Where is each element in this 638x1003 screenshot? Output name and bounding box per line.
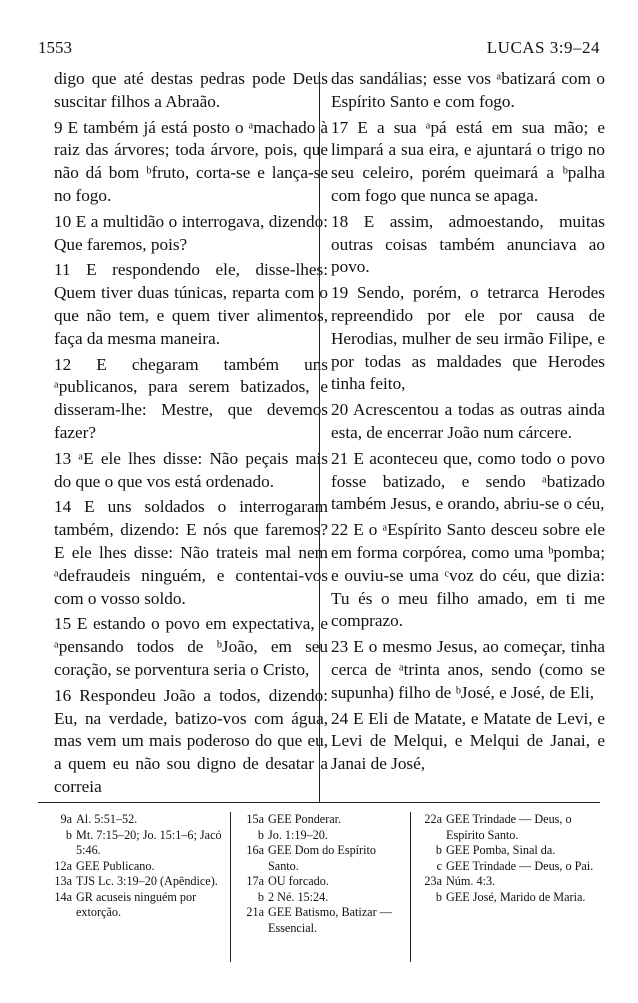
footnote-text: TJS Lc. 3:19–20 (Apêndice). [76, 874, 218, 888]
footnote-entry [416, 874, 596, 890]
chapter-reference: LUCAS 3:9–24 [486, 38, 600, 57]
footnote-text: Al. 5:51–52. [76, 812, 138, 826]
verse-paragraph: 23 E o mesmo Jesus, ao começar, tinha cerca de ᵃtrinta anos, sendo (como se supunha) filho de ᵇJosé, e José, de Eli, [331, 637, 605, 702]
footnote-key: b [65, 827, 72, 842]
footnote-text: OU forcado. [268, 874, 329, 888]
footnote-entry [238, 905, 406, 936]
verse-paragraph: 22 E o ᵃEspírito Santo desceu sobre ele em forma corpórea, como uma ᵇpomba; e ouviu-se uma ᶜvoz do céu, que dizia: Tu és o meu filho amado, em ti me comprazo. [331, 520, 605, 631]
verse-paragraph: 17 E a sua ᵃpá está em sua mão; e limpará a sua eira, e ajuntará o trigo no seu celeiro, porém queimará a ᵇpalha com fogo que nunca se apaga. [331, 117, 605, 205]
footnotes-column-1 [46, 812, 226, 921]
footnote-text: GEE Trindade — Deus, o Pai. [446, 858, 594, 873]
verse-paragraph: 16 Respondeu João a todos, dizendo: Eu, na verdade, batizo-vos com água, mas vem um mais poderoso do que eu, a quem eu não sou digno de desatar a correia [54, 685, 328, 796]
footnote-text: Jo. 1:19–20. [268, 827, 328, 842]
footnote-key: 21a [246, 905, 264, 919]
footnote-divider [410, 812, 411, 962]
footnote-key: 14a [54, 889, 72, 904]
footnotes-column-2 [238, 812, 406, 936]
footnote-key: 22a [424, 812, 442, 826]
footnote-key: 9a [60, 812, 72, 826]
footnote-entry [238, 890, 406, 906]
verse-paragraph: 15 E estando o povo em expectativa, e ᵃpensando todos de ᵇJoão, em seu coração, se porventura seria o Cristo, [54, 614, 328, 679]
footnote-entry [416, 859, 596, 875]
footnote-entry [238, 874, 406, 890]
footnote-key: 23a [424, 874, 442, 888]
footnote-key: b [435, 843, 442, 857]
footnote-text: Mt. 7:15–20; Jo. 15:1–6; Jacó 5:46. [76, 827, 222, 857]
footnote-key: 12a [54, 858, 72, 873]
page-header [38, 38, 600, 62]
footnote-text: GEE Trindade — Deus, o Espírito Santo. [446, 812, 572, 842]
footnote-text: GR acuseis ninguém por extorção. [76, 889, 197, 919]
footnote-text: Núm. 4:3. [446, 874, 496, 888]
right-text-column [331, 68, 605, 779]
footnote-key: b [435, 889, 442, 904]
footnote-text: 2 Né. 15:24. [268, 889, 329, 904]
footnote-text: GEE José, Marido de Maria. [446, 889, 586, 904]
footnote-entry [46, 890, 226, 921]
verse-paragraph: 24 E Eli de Matate, e Matate de Levi, e Levi de Melqui, e Melqui de Janai, e Janai de José, [331, 708, 605, 774]
verse-paragraph: 10 E a multidão o interrogava, dizendo: Que faremos, pois? [54, 211, 328, 254]
footnote-text: GEE Pomba, Sinal da. [446, 843, 556, 857]
verse-paragraph: 13 ᵃE ele lhes disse: Não peçais mais do que o que vos está ordenado. [54, 448, 328, 491]
footnote-text: GEE Batismo, Batizar — Essencial. [268, 905, 392, 935]
verse-paragraph: das sandálias; esse vos ᵃbatizará com o Espírito Santo e com fogo. [331, 69, 605, 111]
footnote-entry [238, 843, 406, 874]
footnote-text: GEE Dom do Espírito Santo. [268, 843, 376, 873]
footnote-key: b [257, 889, 264, 904]
footnote-key: 16a [246, 843, 264, 857]
footnote-key: 15a [246, 812, 264, 826]
footnote-entry [238, 828, 406, 844]
page-number: 1553 [38, 38, 72, 57]
left-text-column [54, 68, 328, 802]
verse-paragraph: 9 E também já está posto o ᵃmachado à raiz das árvores; toda árvore, pois, que não dá bom ᵇfruto, corta-se e lança-se no fogo. [54, 117, 328, 205]
verse-paragraph: digo que até destas pedras pode Deus suscitar filhos a Abraão. [54, 69, 328, 111]
footnote-entry [46, 812, 226, 828]
footnote-entry [238, 812, 406, 828]
footnote-key: c [436, 858, 442, 873]
footnote-entry [46, 859, 226, 875]
footnote-entry [416, 890, 596, 906]
footnote-key: b [257, 827, 264, 842]
footnote-text: GEE Publicano. [76, 858, 155, 873]
footnote-text: GEE Ponderar. [268, 812, 342, 826]
footnote-entry [46, 874, 226, 890]
verse-paragraph: 14 E uns soldados o interrogaram também, dizendo: E nós que faremos? E ele lhes disse: Não trateis mal nem ᵃdefraudeis ninguém, e contentai-vos com o vosso soldo. [54, 497, 328, 608]
footnotes-column-3 [416, 812, 596, 905]
footnote-key: 17a [246, 874, 264, 888]
footnote-entry [416, 812, 596, 843]
verse-paragraph: 11 E respondendo ele, disse-lhes: Quem tiver duas túnicas, reparta com o que não tem, e quem tiver alimentos, faça da mesma maneira. [54, 260, 328, 348]
footnote-entry [46, 828, 226, 859]
footnote-key: 13a [54, 874, 72, 888]
column-divider [319, 72, 320, 802]
verse-paragraph: 12 E chegaram também uns ᵃpublicanos, para serem batizados, e disseram-lhe: Mestre, que devemos fazer? [54, 354, 328, 442]
verse-paragraph: 21 E aconteceu que, como todo o povo fosse batizado, e sendo ᵃbatizado também Jesus, e orando, abriu-se o céu, [331, 448, 605, 514]
verse-paragraph: 19 Sendo, porém, o tetrarca Herodes repreendido por ele por causa de Herodias, mulher de seu irmão Filipe, e por todas as maldades que Herodes tinha feito, [331, 283, 605, 394]
verse-paragraph: 20 Acrescentou a todas as outras ainda esta, de encerrar João num cárcere. [331, 400, 605, 442]
verse-paragraph: 18 E assim, admoestando, muitas outras coisas também anunciava ao povo. [331, 211, 605, 277]
footnote-entry [416, 843, 596, 859]
footnote-divider [230, 812, 231, 962]
footnote-rule [38, 802, 600, 803]
